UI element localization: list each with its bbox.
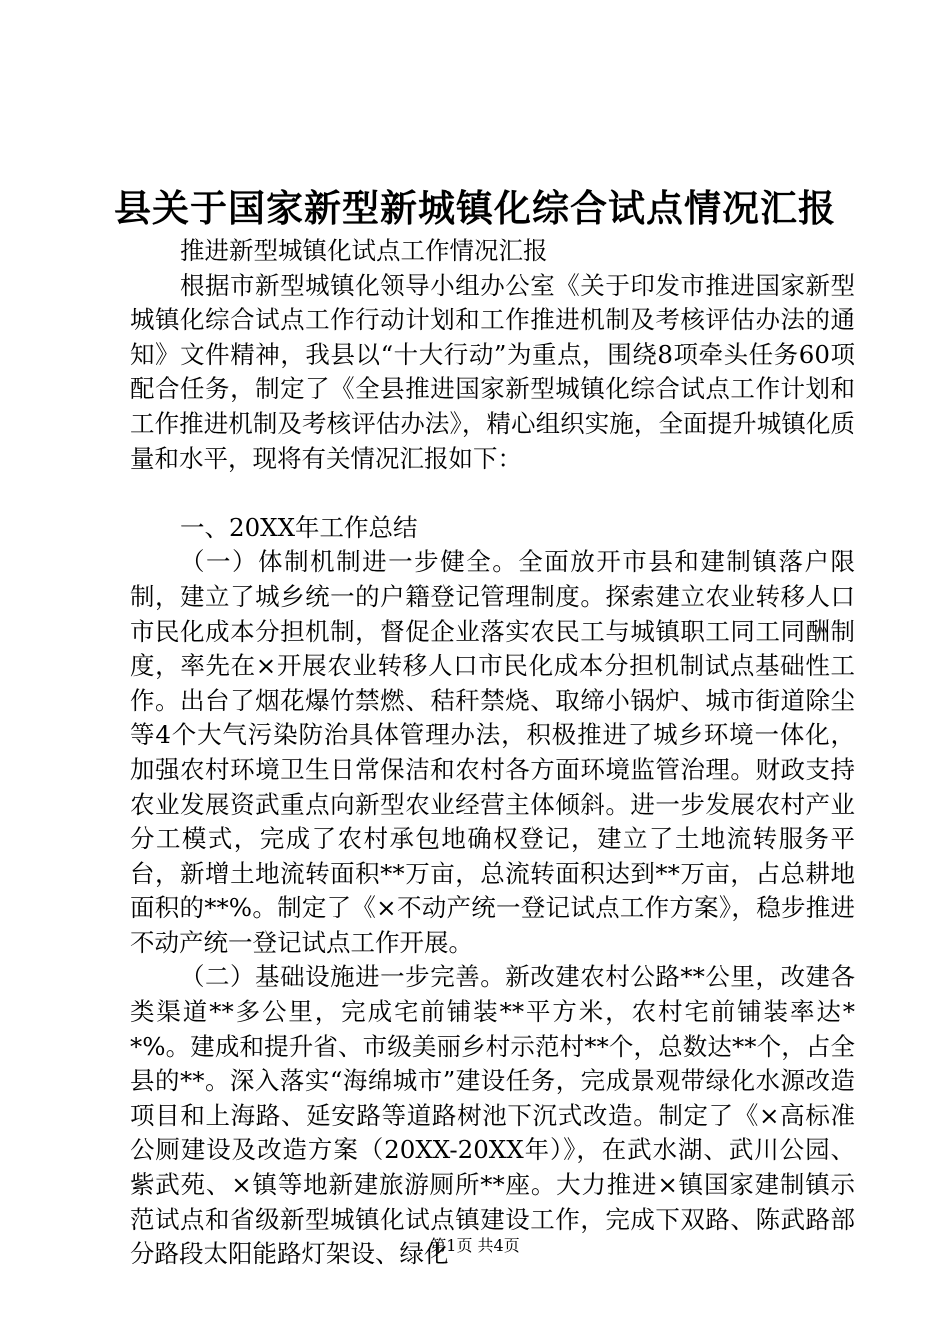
paragraph-infrastructure: （二）基础设施进一步完善。新改建农村公路**公里，改建各类渠道**多公里，完成宅前铺装**平方米，农村宅前铺装率达**%。建成和提升省、市级美丽乡村示范村**个，总数达**个，占全县的**。深入落实“海绵城市”建设任务，完成景观带绿化水源改造项目和上海路、延安路等道路树池下沉式改造。制定了《×高标准公厕建设及改造方案（20XX-20XX年）》，在武水湖、武川公园、紫武苑、×镇等地新建旅游厕所**座。大力推进×镇国家建制镇示范试点和省级新型城镇化试点镇建设工作，完成下双路、陈武路部分路段太阳能路灯架设、绿化 — [130, 962, 855, 1269]
paragraph-intro: 根据市新型城镇化领导小组办公室《关于印发市推进国家新型城镇化综合试点工作行动计划和工作推进机制及考核评估办法的通知》文件精神，我县以“十大行动”为重点，围绕8项牵头任务60项配合任务，制定了《全县推进国家新型城镇化综合试点工作计划和工作推进机制及考核评估办法》，精心组织实施，全面提升城镇化质量和水平，现将有关情况汇报如下： — [130, 270, 855, 473]
paragraph-spacer — [130, 476, 855, 511]
document-body — [130, 234, 855, 1272]
document-title: 县关于国家新型新城镇化综合试点情况汇报 — [114, 186, 836, 230]
paragraph-institutions: （一）体制机制进一步健全。全面放开市县和建制镇落户限制，建立了城乡统一的户籍登记管理制度。探索建立农业转移人口市民化成本分担机制，督促企业落实农民工与城镇职工同工同酬制度，率先在×开展农业转移人口市民化成本分担机制试点基础性工作。出台了烟花爆竹禁燃、秸秆禁烧、取缔小锅炉、城市街道除尘等4个大气污染防治具体管理办法，积极推进了城乡环境一体化，加强农村环境卫生日常保洁和农村各方面环境监管治理。财政支持农业发展资武重点向新型农业经营主体倾斜。进一步发展农村产业分工模式，完成了农村承包地确权登记，建立了土地流转服务平台，新增土地流转面积**万亩，总流转面积达到**万亩，占总耕地面积的**%。制定了《×不动产统一登记试点工作方案》，稳步推进不动产统一登记试点工作开展。 — [130, 547, 855, 957]
section-heading: 一、20XX年工作总结 — [180, 512, 418, 542]
subtitle: 推进新型城镇化试点工作情况汇报 — [180, 236, 548, 265]
page-number: 第1页 共4页 — [430, 1236, 520, 1255]
